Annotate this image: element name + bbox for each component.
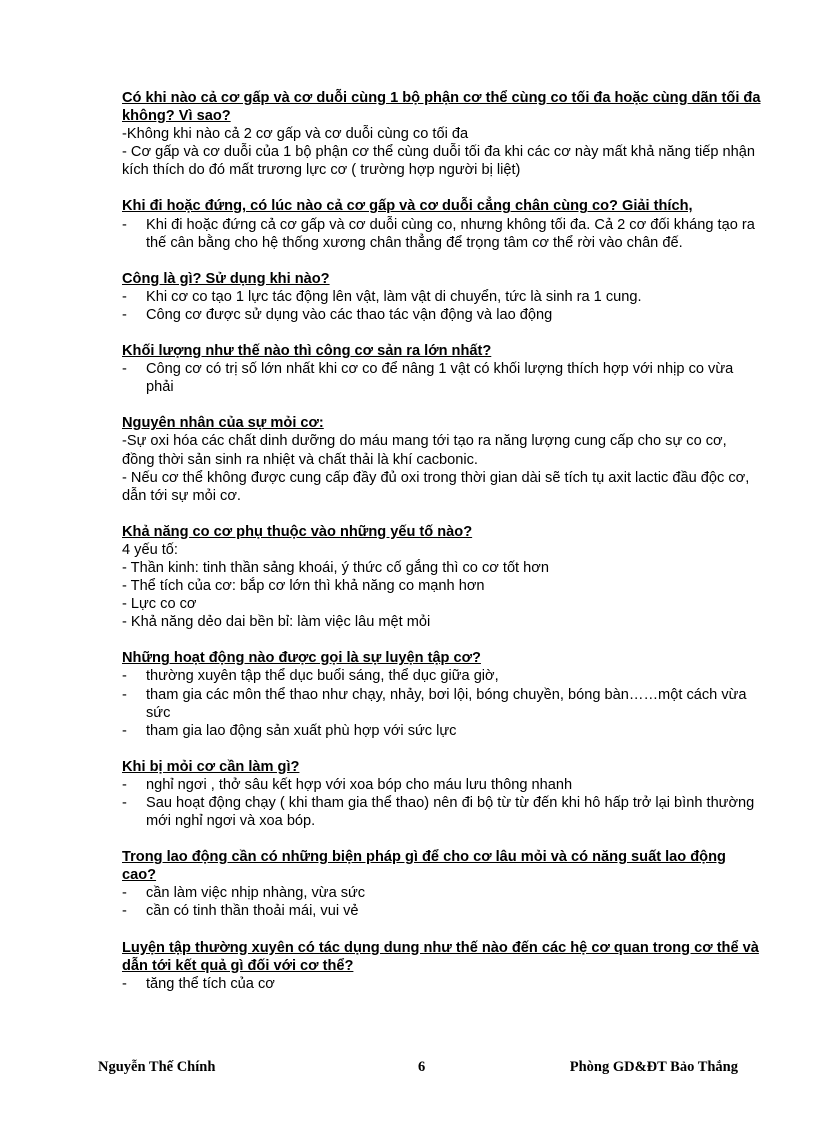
answer-line: - Cơ gấp và cơ duỗi của 1 bộ phận cơ thể cùng duỗi tối đa khi các cơ này mất khả năng tiếp nhận kích thích do đó mất trương lực cơ ( trường hợp người bị liệt) bbox=[122, 144, 755, 179]
answer-list-item: - tăng thể tích của cơ bbox=[122, 975, 762, 993]
answer-list-item: - nghỉ ngơi , thở sâu kết hợp với xoa bóp cho máu lưu thông nhanh bbox=[122, 776, 762, 794]
question-heading: Nguyên nhân của sự mỏi cơ: bbox=[122, 415, 324, 432]
answer-line: - Lực co cơ bbox=[122, 596, 197, 613]
answer-list-item: - cần có tinh thần thoải mái, vui vẻ bbox=[122, 902, 762, 920]
answer-list-item: - Sau hoạt động chạy ( khi tham gia thể thao) nên đi bộ từ từ đến khi hô hấp trở lại bình thường mới nghỉ ngơi và xoa bóp. bbox=[122, 794, 762, 830]
answer-line: 4 yếu tố: bbox=[122, 541, 178, 558]
answer-line: -Sự oxi hóa các chất dinh dưỡng do máu mang tới tạo ra năng lượng cung cấp cho sự co cơ, đồng thời sản sinh ra nhiệt và chất thải là khí cacbonic. bbox=[122, 433, 727, 468]
question-heading: Khi đi hoặc đứng, có lúc nào cả cơ gấp và cơ duỗi cẳng chân cùng co? Giải thích, bbox=[122, 198, 693, 215]
qa-section bbox=[122, 197, 762, 251]
answer-line: - Thể tích của cơ: bắp cơ lớn thì khả năng co mạnh hơn bbox=[122, 578, 485, 595]
answer-list bbox=[122, 975, 762, 993]
document-body bbox=[122, 89, 762, 1011]
answer-line: - Thần kinh: tinh thần sảng khoái, ý thức cố gắng thì co cơ tốt hơn bbox=[122, 559, 549, 576]
qa-section bbox=[122, 848, 762, 920]
answer-line: -Không khi nào cả 2 cơ gấp và cơ duỗi cùng co tối đa bbox=[122, 126, 469, 143]
answer-list bbox=[122, 884, 762, 920]
qa-section bbox=[122, 939, 762, 993]
question-heading: Công là gì? Sử dụng khi nào? bbox=[122, 270, 330, 287]
answer-list-item: - Công cơ có trị số lớn nhất khi cơ co để nâng 1 vật có khối lượng thích hợp với nhịp co vừa phải bbox=[122, 360, 762, 396]
qa-section bbox=[122, 89, 762, 179]
qa-section bbox=[122, 270, 762, 324]
answer-list bbox=[122, 360, 762, 396]
answer-list-item: - thường xuyên tập thể dục buổi sáng, thể dục giữa giờ, bbox=[122, 667, 762, 685]
qa-section bbox=[122, 414, 762, 504]
footer-organization: Phòng GD&ĐT Bảo Thắng bbox=[569, 1059, 738, 1075]
answer-line: - Nếu cơ thể không được cung cấp đầy đủ oxi trong thời gian dài sẽ tích tụ axit lactic đầu độc cơ, dẫn tới sự mỏi cơ. bbox=[122, 469, 750, 504]
question-heading: Những hoạt động nào được gọi là sự luyện tập cơ? bbox=[122, 650, 481, 667]
answer-list bbox=[122, 667, 762, 739]
answer-list-item: - tham gia lao động sản xuất phù hợp với sức lực bbox=[122, 722, 762, 740]
answer-line: - Khả năng dẻo dai bền bỉ: làm việc lâu mệt mỏi bbox=[122, 614, 431, 631]
answer-list bbox=[122, 216, 762, 252]
question-heading: Khả năng co cơ phụ thuộc vào những yếu tố nào? bbox=[122, 523, 473, 540]
qa-section bbox=[122, 649, 762, 739]
qa-section bbox=[122, 342, 762, 396]
answer-list-item: - cần làm việc nhịp nhàng, vừa sức bbox=[122, 884, 762, 902]
answer-list-item: - Khi cơ co tạo 1 lực tác động lên vật, làm vật di chuyển, tức là sinh ra 1 cung. bbox=[122, 288, 762, 306]
answer-list-item: - Khi đi hoặc đứng cả cơ gấp và cơ duỗi cùng co, nhưng không tối đa. Cả 2 cơ đối kháng tạo ra thế cân bằng cho hệ thống xương chân thẳng để trọng tâm cơ thể rời vào chân đế. bbox=[122, 216, 762, 252]
answer-list bbox=[122, 288, 762, 324]
question-heading: Trong lao động cần có những biện pháp gì để cho cơ lâu mỏi và có năng suất lao động cao? bbox=[122, 849, 726, 884]
question-heading: Có khi nào cả cơ gấp và cơ duỗi cùng 1 bộ phận cơ thể cùng co tối đa hoặc cùng dãn tối đa không? Vì sao? bbox=[122, 90, 761, 125]
qa-section bbox=[122, 758, 762, 830]
page-footer bbox=[98, 1058, 738, 1078]
footer-author: Nguyễn Thế Chính bbox=[98, 1059, 216, 1075]
footer-page-number: 6 bbox=[418, 1059, 426, 1075]
answer-list-item: - Công cơ được sử dụng vào các thao tác vận động và lao động bbox=[122, 306, 762, 324]
qa-section bbox=[122, 523, 762, 632]
answer-list bbox=[122, 776, 762, 830]
question-heading: Khi bị mỏi cơ cần làm gì? bbox=[122, 758, 300, 775]
question-heading: Luyện tập thường xuyên có tác dụng dung như thế nào đến các hệ cơ quan trong cơ thể và dẫn tới kết quả gì đối với cơ thể? bbox=[122, 939, 759, 974]
answer-list-item: - tham gia các môn thể thao như chạy, nhảy, bơi lội, bóng chuyền, bóng bàn……một cách vừa sức bbox=[122, 686, 762, 722]
question-heading: Khối lượng như thế nào thì công cơ sản ra lớn nhất? bbox=[122, 343, 492, 360]
